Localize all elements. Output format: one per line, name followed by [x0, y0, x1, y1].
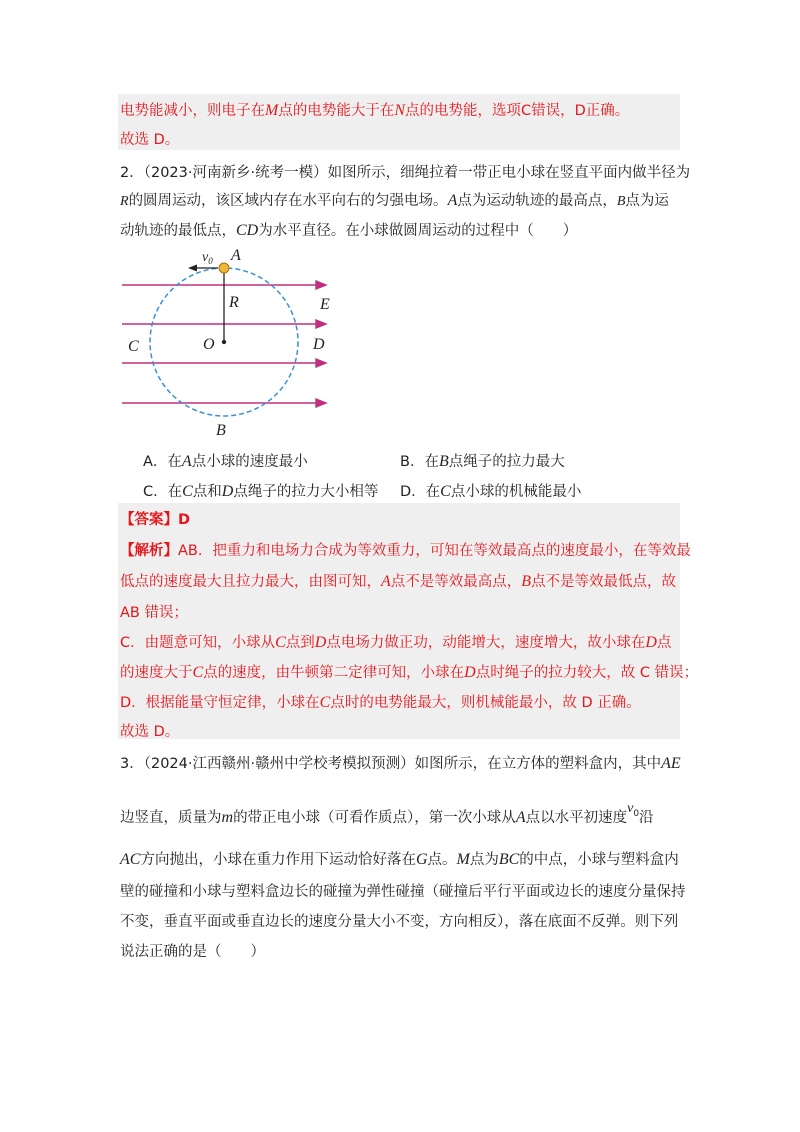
center-point: [222, 340, 226, 344]
label-E: E: [320, 296, 330, 313]
q2-analysis-line4: C．由题意可知，小球从C点到D点电场力做正功，动能增大，速度增大，故小球在D点: [120, 634, 672, 651]
q2-stem-line3: 动轨迹的最低点，CD为水平直径。在小球做圆周运动的过程中（ ）: [120, 222, 578, 239]
charged-ball: [219, 263, 229, 273]
q3-stem-line2: 边竖直，质量为m的带正电小球（可看作质点），第一次小球从A点以水平初速度$v_0$沿: [120, 801, 654, 826]
q1-analysis-line1: 电势能减小，则电子在M点的电势能大于在N点的电势能，选项C错误，D正确。: [120, 102, 630, 119]
q2-analysis-line6: D．根据能量守恒定律，小球在C点时的电势能最大，则机械能最小，故 D 正确。: [120, 694, 641, 711]
q2-analysis-line3: AB 错误；: [120, 605, 188, 621]
q3-stem-line3: AC方向抛出，小球在重力作用下运动恰好落在G点。M点为BC的中点，小球与塑料盒内: [120, 851, 679, 868]
label-B: B: [216, 422, 226, 439]
q2-conclusion: 故选 D。: [120, 724, 180, 740]
q2-analysis-line2: 低点的速度最大且拉力最大，由图可知，A点不是等效最高点，B点不是等效最低点，故: [120, 573, 677, 590]
label-v0: $v_0$: [202, 250, 213, 266]
label-C: C: [128, 338, 139, 355]
q2-figure: [110, 245, 340, 445]
q2-option-a[interactable]: A．在A点小球的速度最小: [143, 453, 308, 470]
q3-stem-line5: 不变，垂直平面或垂直边长的速度分量大小不变，方向相反），落在底面不反弹。则下列: [120, 914, 679, 930]
label-A: A: [231, 247, 241, 264]
label-D: D: [313, 336, 325, 353]
q2-analysis-line5: 的速度大于C点的速度，由牛顿第二定律可知，小球在D点时绳子的拉力较大，故 C 错误；: [120, 664, 699, 681]
q3-stem-line6: 说法正确的是（ ）: [120, 944, 265, 960]
q1-conclusion: 故选 D。: [120, 132, 180, 148]
q2-stem-line1: 2．（2023·河南新乡·统考一模）如图所示，细绳拉着一带正电小球在竖直平面内做半径为: [120, 165, 691, 181]
q2-answer: 【答案】D: [120, 512, 191, 528]
label-R: R: [229, 294, 239, 311]
q2-option-b[interactable]: B．在B点绳子的拉力最大: [400, 453, 565, 470]
q2-option-c[interactable]: C．在C点和D点绳子的拉力大小相等: [143, 483, 379, 500]
q3-stem-line1: 3．（2024·江西赣州·赣州中学校考模拟预测）如图所示，在立方体的塑料盒内，其中AE: [120, 755, 681, 772]
q2-option-d[interactable]: D．在C点小球的机械能最小: [400, 483, 582, 500]
q2-analysis-line1: 【解析】AB．把重力和电场力合成为等效重力，可知在等效最高点的速度最小，在等效最: [120, 543, 691, 559]
q2-stem-line2: R的圆周运动，该区域内存在水平向右的匀强电场。A点为运动轨迹的最高点，B点为运: [120, 192, 669, 209]
q3-stem-line4: 壁的碰撞和小球与塑料盒边长的碰撞为弹性碰撞（碰撞后平行平面或边长的速度分量保持: [120, 884, 686, 900]
label-O: O: [203, 336, 215, 353]
